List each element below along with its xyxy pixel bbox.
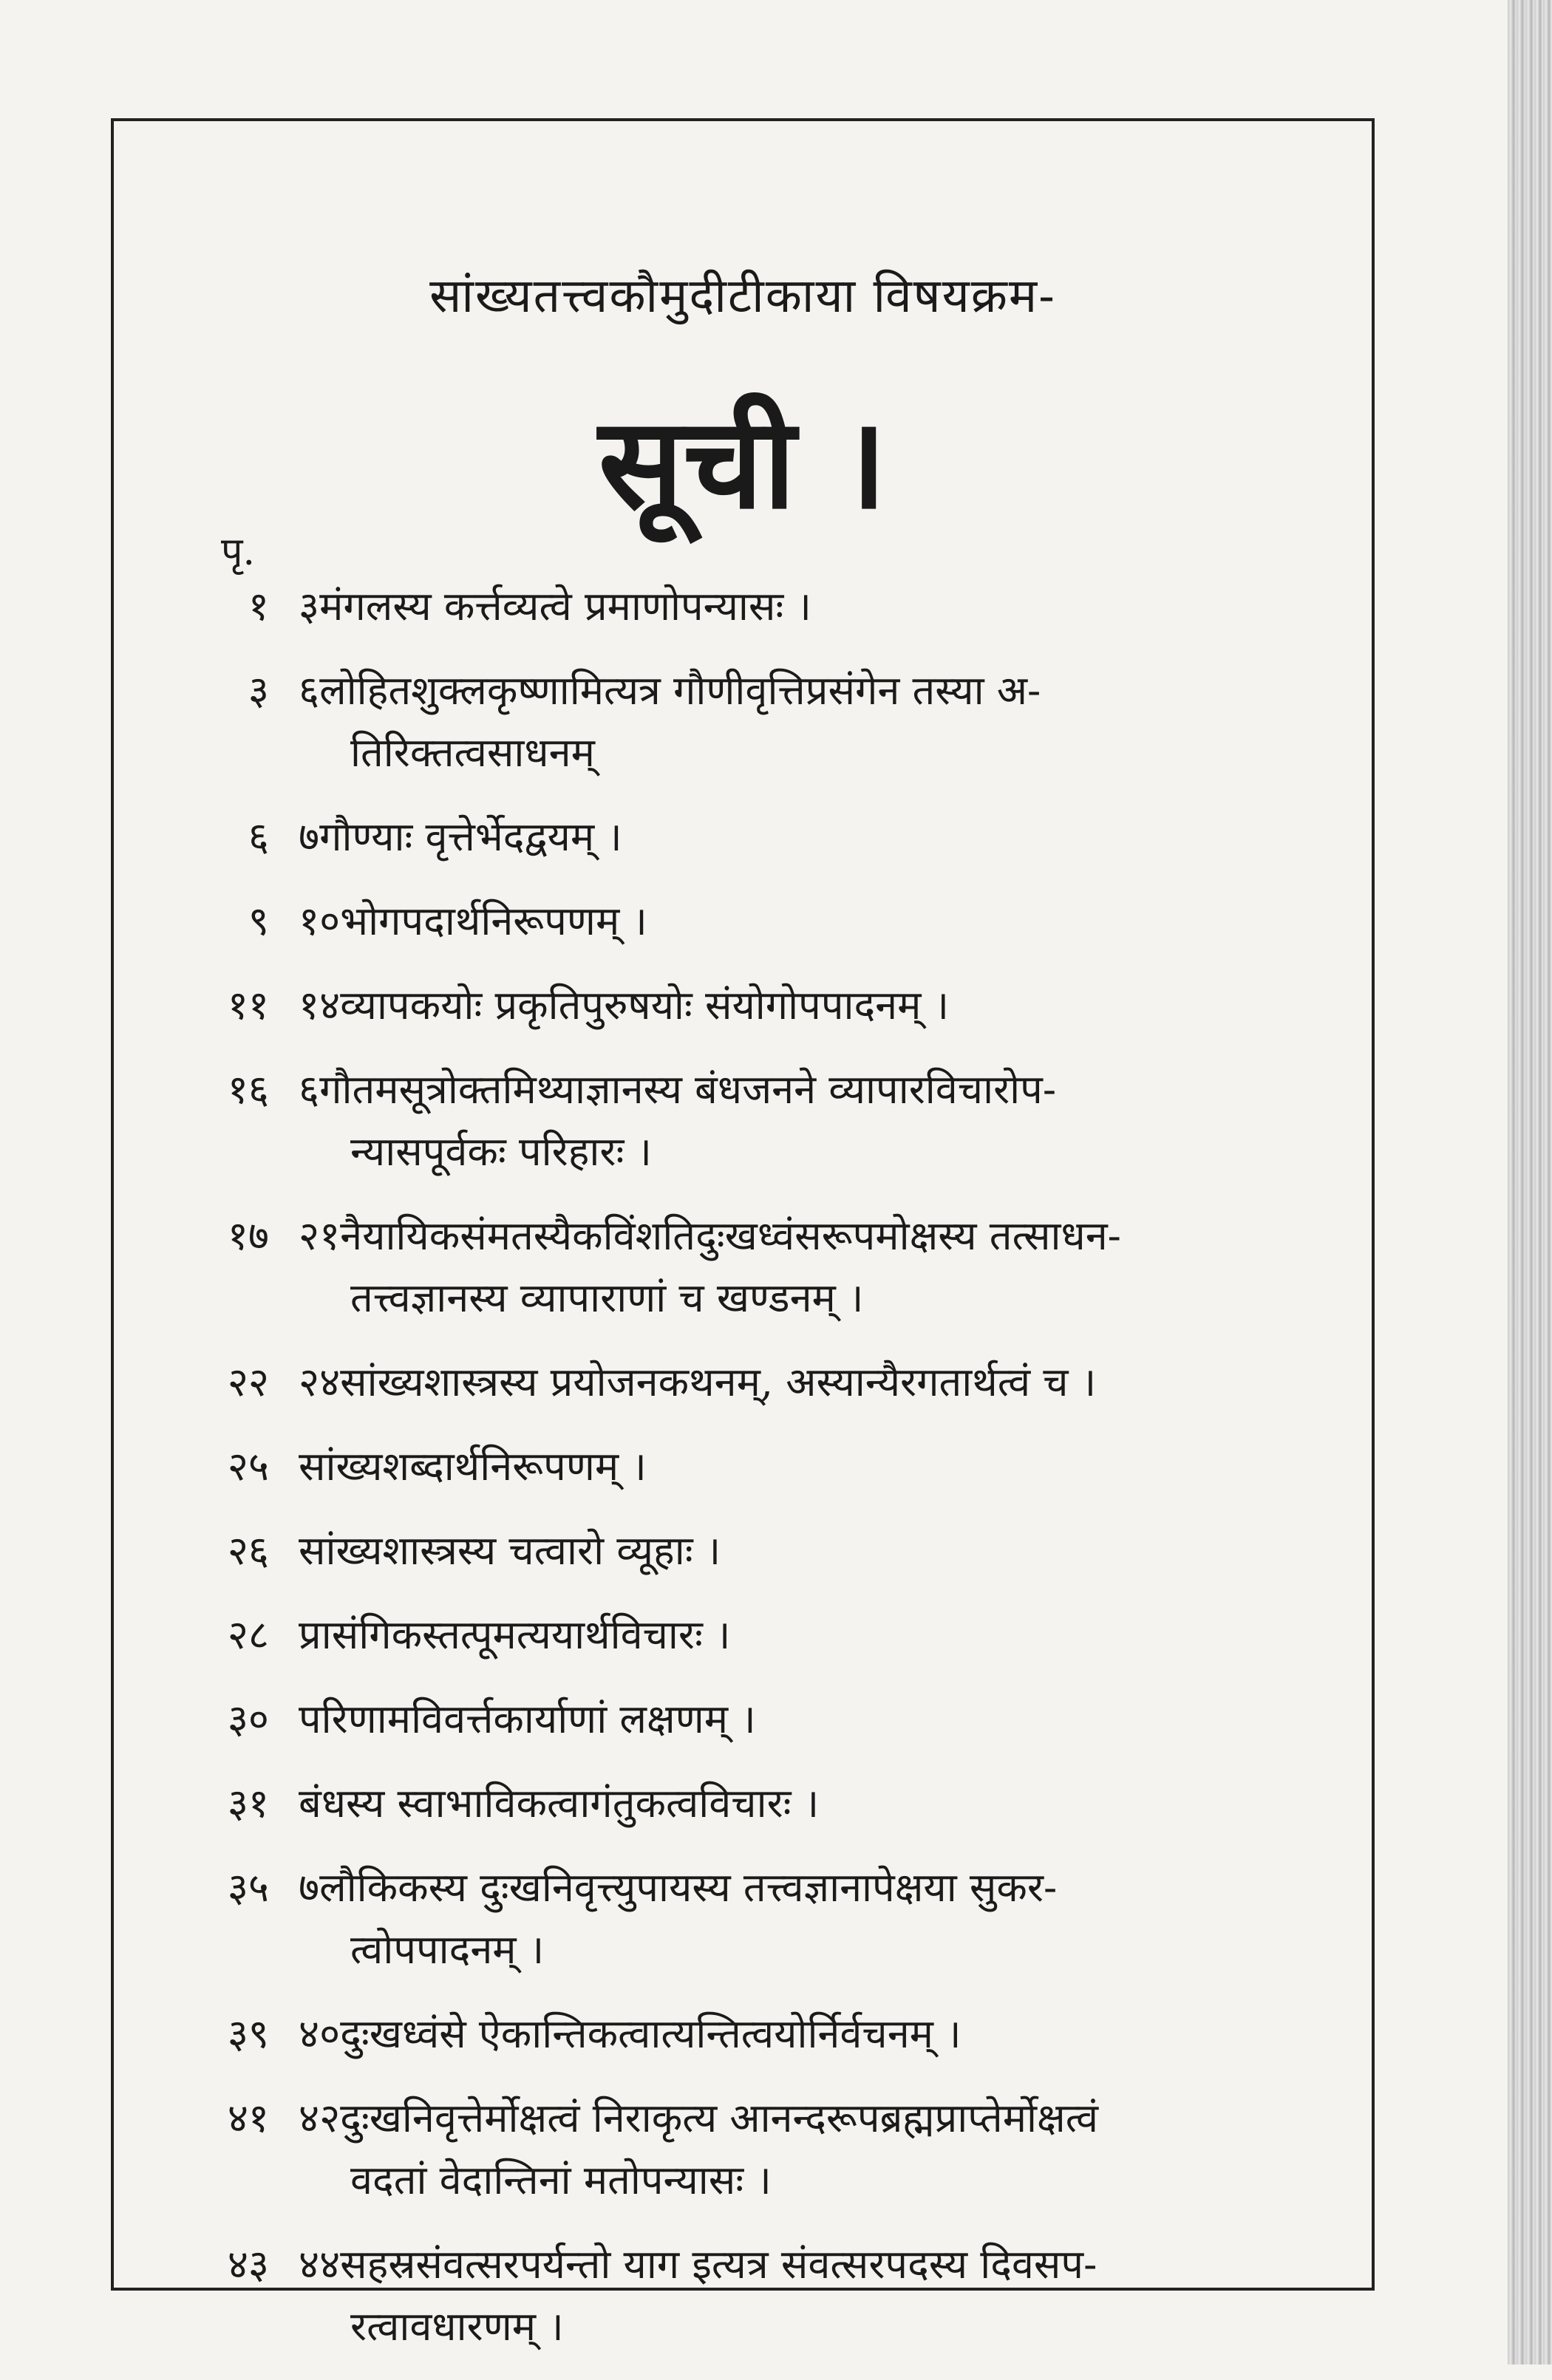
entry-text: १४व्यापकयोः प्रकृतिपुरुषयोः संयोगोपपादनम् । [299, 982, 950, 1029]
entry-text: प्रासंगिकस्तत्पूमत्ययार्थविचारः । [299, 1612, 731, 1658]
entry-text: परिणामविवर्त्तकार्याणां लक्षणम् । [299, 1696, 756, 1742]
contents-entry [114, 1857, 1372, 1981]
entry-text-block [299, 660, 1348, 784]
entry-text-block [299, 2003, 1348, 2065]
entry-text-block [299, 2087, 1348, 2212]
entry-page-number: ३ [248, 667, 269, 714]
contents-entry [114, 660, 1372, 784]
entry-text: १०भोगपदार्थनिरूपणम् । [299, 898, 647, 944]
entry-text-block [299, 1205, 1348, 1329]
entry-text-block [299, 1520, 1348, 1582]
contents-entry [114, 1604, 1372, 1666]
entry-page-number: ४३ [227, 2241, 269, 2288]
contents-entry [114, 1436, 1372, 1498]
entry-page-number: ३५ [227, 1864, 269, 1911]
page-title: सूची । [598, 389, 888, 537]
entry-page-number: ३१ [227, 1780, 269, 1827]
entry-text-continuation: त्वोपपादनम् । [350, 1926, 545, 1973]
entry-text-continuation: तिरिक्तत्वसाधनम् [350, 729, 595, 776]
entry-text-block [299, 1604, 1348, 1666]
entry-text: ३मंगलस्य कर्त्तव्यत्वे प्रमाणोपन्यासः । [299, 583, 811, 630]
contents-entry [114, 1773, 1372, 1835]
page-border-frame [111, 118, 1375, 2350]
entry-page-number: ११ [227, 982, 269, 1029]
entry-text: सांख्यशब्दार्थनिरूपणम् । [299, 1443, 647, 1490]
entry-page-number: ४१ [227, 2095, 269, 2141]
contents-entry [114, 576, 1372, 638]
entry-text-block [299, 576, 1348, 638]
entry-text: ४०दुःखध्वंसे ऐकान्तिकत्वात्यन्तित्वयोर्निर्वचनम् । [299, 2011, 962, 2057]
contents-entry [114, 2087, 1372, 2212]
contents-entry [114, 1351, 1372, 1414]
entry-page-number: ३९ [227, 2011, 269, 2057]
entry-text-block [299, 1688, 1348, 1750]
entry-text-block [299, 1351, 1348, 1414]
entry-text-continuation: रत्वावधारणम् । [350, 2303, 564, 2350]
entry-text-continuation: वदतां वेदान्तिनां मतोपन्यासः । [350, 2157, 772, 2203]
entry-page-number: ६ [248, 814, 269, 860]
contents-entry [114, 1059, 1372, 1183]
contents-entry [114, 890, 1372, 952]
contents-entry [114, 2234, 1372, 2358]
contents-entry [114, 806, 1372, 868]
entry-page-number: १६ [227, 1066, 269, 1113]
entry-page-number: २५ [227, 1443, 269, 1490]
entry-text: २४सांख्यशास्त्रस्य प्रयोजनकथनम्, अस्यान्यैरगतार्थत्वं च । [299, 1359, 1097, 1405]
entry-text-block [299, 975, 1348, 1037]
entry-page-number: २८ [227, 1612, 269, 1658]
contents-entry [114, 975, 1372, 1037]
entry-text-block [299, 1773, 1348, 1835]
entry-page-number: २६ [227, 1527, 269, 1574]
entry-text-block [299, 806, 1348, 868]
contents-entry [114, 1520, 1372, 1582]
entry-page-number: १७ [227, 1213, 269, 1259]
entry-text: ४२दुःखनिवृत्तेर्मोक्षत्वं निराकृत्य आनन्दरूपब्रह्मप्राप्तेर्मोक्षत्वं [299, 2095, 1099, 2141]
page-column-label: पृ. [221, 530, 256, 574]
entry-text-block [299, 1059, 1348, 1183]
entry-text-continuation: तत्त्वज्ञानस्य व्यापाराणां च खण्डनम् । [350, 1275, 864, 1321]
entry-text: ४४सहस्रसंवत्सरपर्यन्तो याग इत्यत्र संवत्सरपदस्य दिवसप- [299, 2241, 1097, 2288]
contents-entry [114, 2003, 1372, 2065]
entry-page-number: २२ [227, 1359, 269, 1405]
adjacent-page-edge [1508, 0, 1552, 2364]
contents-entry [114, 1688, 1372, 1750]
entry-text-block [299, 1857, 1348, 1981]
entry-page-number: १ [248, 583, 269, 630]
entry-text: २१नैयायिकसंमतस्यैकविंशतिदुःखध्वंसरूपमोक्षस्य तत्साधन- [299, 1213, 1121, 1259]
entry-text: ६गौतमसूत्रोक्तमिथ्याज्ञानस्य बंधजनने व्यापारविचारोप- [299, 1066, 1057, 1113]
entry-text: सांख्यशास्त्रस्य चत्वारो व्यूहाः । [299, 1527, 721, 1574]
entry-text-block [299, 2234, 1348, 2358]
entry-text: ७लौकिकस्य दुःखनिवृत्त्युपायस्य तत्त्वज्ञानापेक्षया सुकर- [299, 1864, 1058, 1911]
entry-text: बंधस्य स्वाभाविकत्वागंतुकत्वविचारः । [299, 1780, 820, 1827]
entry-text-block [299, 890, 1348, 952]
entry-page-number: ९ [248, 898, 269, 944]
contents-list [114, 576, 1372, 2380]
entry-page-number: ३० [227, 1696, 269, 1742]
entry-text: ६लोहितशुक्लकृष्णामित्यत्र गौणीवृत्तिप्रसंगेन तस्या अ- [299, 667, 1041, 714]
contents-entry [114, 1205, 1372, 1329]
page-heading: सांख्यतत्त्वकौमुदीटीकाया विषयक्रम- [429, 269, 1056, 324]
entry-text-continuation: न्यासपूर्वकः परिहारः । [350, 1128, 653, 1175]
entry-text-block [299, 1436, 1348, 1498]
entry-text: ७गौण्याः वृत्तेर्भेदद्वयम् । [299, 814, 622, 860]
